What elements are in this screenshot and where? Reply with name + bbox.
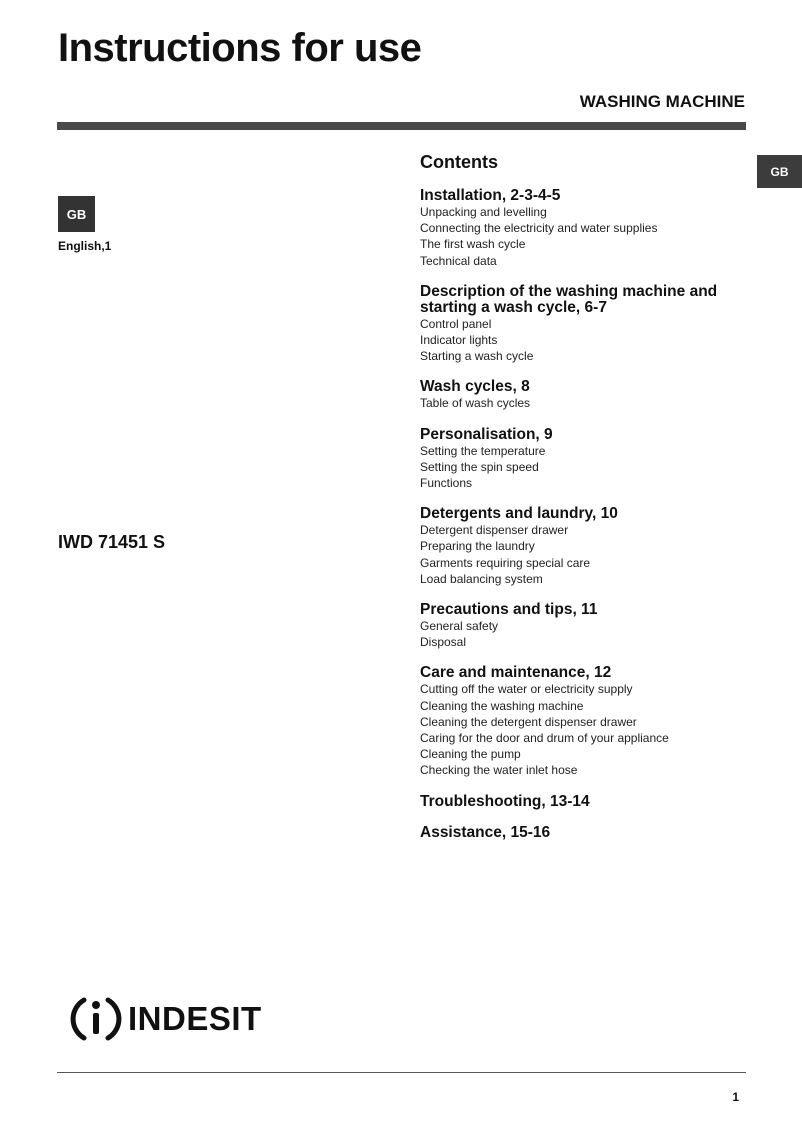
language-label: English,1 bbox=[58, 239, 112, 253]
section-item: Caring for the door and drum of your appliance bbox=[420, 731, 669, 746]
model-number: IWD 71451 S bbox=[58, 532, 166, 552]
section-item: Load balancing system bbox=[420, 571, 543, 586]
footer-divider bbox=[57, 1072, 746, 1073]
contents-section bbox=[420, 188, 750, 269]
section-item: Cleaning the detergent dispenser drawer bbox=[420, 714, 637, 729]
section-item: Setting the temperature bbox=[420, 443, 546, 458]
section-title: Assistance, 15-16 bbox=[420, 823, 551, 841]
section-item: Preparing the laundry bbox=[420, 539, 535, 554]
contents-section bbox=[420, 602, 750, 650]
section-item: Connecting the electricity and water supplies bbox=[420, 221, 658, 236]
section-item: Unpacking and levelling bbox=[420, 205, 547, 219]
section-item: Garments requiring special care bbox=[420, 555, 591, 570]
contents-section bbox=[420, 427, 750, 492]
section-title: Precautions and tips, 11 bbox=[420, 601, 598, 619]
page-number: 1 bbox=[732, 1090, 739, 1104]
section-item: Cleaning the washing machine bbox=[420, 698, 584, 713]
section-item: Cutting off the water or electricity supply bbox=[420, 682, 633, 697]
page-title: Instructions for use bbox=[58, 26, 422, 70]
section-title: Troubleshooting, 13-14 bbox=[420, 792, 590, 810]
section-item: Setting the spin speed bbox=[420, 459, 539, 474]
language-badge: GB bbox=[58, 196, 95, 232]
contents-section bbox=[420, 379, 750, 411]
section-item: Disposal bbox=[420, 635, 467, 650]
contents-heading: Contents bbox=[420, 152, 498, 172]
section-title: Detergents and laundry, 10 bbox=[420, 505, 618, 523]
section-item: Checking the water inlet hose bbox=[420, 763, 578, 778]
table-of-contents bbox=[420, 150, 750, 856]
section-item: Table of wash cycles bbox=[420, 396, 531, 411]
section-item: Indicator lights bbox=[420, 333, 498, 348]
contents-section bbox=[420, 284, 750, 365]
section-item: Technical data bbox=[420, 253, 497, 268]
section-item: Detergent dispenser drawer bbox=[420, 523, 569, 538]
brand-logo bbox=[70, 991, 270, 1047]
contents-section bbox=[420, 665, 750, 778]
contents-section bbox=[420, 794, 750, 810]
section-title: Description of the washing machine and starting a wash cycle, 6-7 bbox=[420, 282, 718, 316]
section-item: General safety bbox=[420, 619, 499, 634]
section-item: The first wash cycle bbox=[420, 237, 526, 252]
indesit-i-logo-icon bbox=[70, 992, 122, 1046]
brand-wordmark: INDESIT bbox=[128, 1000, 262, 1037]
language-side-tab: GB bbox=[757, 155, 802, 188]
section-title: Personalisation, 9 bbox=[420, 425, 553, 443]
contents-section bbox=[420, 506, 750, 587]
section-item: Cleaning the pump bbox=[420, 747, 521, 762]
section-title: Wash cycles, 8 bbox=[420, 378, 530, 396]
section-item: Functions bbox=[420, 476, 473, 491]
product-type-subtitle: WASHING MACHINE bbox=[579, 92, 745, 111]
section-title: Care and maintenance, 12 bbox=[420, 664, 612, 682]
section-title: Installation, 2-3-4-5 bbox=[420, 187, 561, 204]
top-divider-bar bbox=[57, 122, 746, 130]
contents-sections bbox=[420, 188, 750, 841]
contents-section bbox=[420, 825, 750, 841]
section-item: Starting a wash cycle bbox=[420, 349, 534, 364]
section-item: Control panel bbox=[420, 316, 492, 331]
